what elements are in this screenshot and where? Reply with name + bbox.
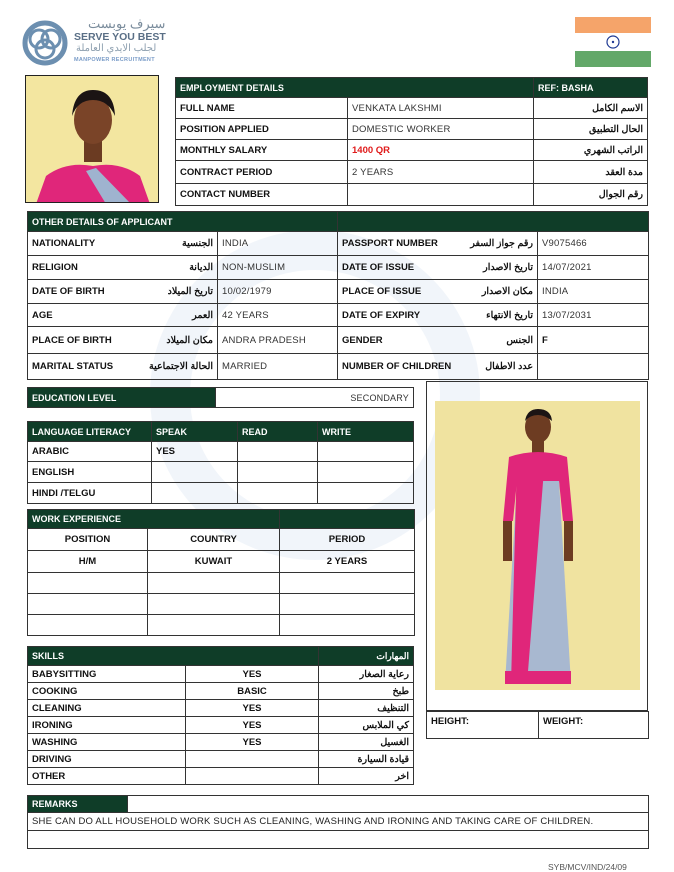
work-position	[28, 594, 148, 615]
skill-value: BASIC	[186, 683, 319, 700]
skill-label: IRONING	[28, 717, 186, 734]
label-place-of-birth: PLACE OF BIRTH مكان الميلاد	[28, 327, 218, 354]
table-row	[28, 717, 414, 734]
table-row	[28, 442, 414, 462]
skill-ar: كي الملابس	[319, 717, 414, 734]
label-contract: CONTRACT PERIOD	[176, 161, 348, 184]
ar-contact: رقم الجوال	[534, 184, 648, 206]
label-position: POSITION APPLIED	[176, 119, 348, 140]
skill-ar: الغسيل	[319, 734, 414, 751]
value-dob: 10/02/1979	[218, 280, 338, 304]
work-country	[148, 573, 280, 594]
remarks-header: REMARKS	[28, 796, 128, 813]
education-table	[27, 387, 414, 408]
skill-value: YES	[186, 717, 319, 734]
skill-value	[186, 768, 319, 785]
weight-label: WEIGHT:	[539, 712, 649, 739]
full-body-photo-frame	[426, 381, 648, 711]
ar-full-name: الاسم الكامل	[534, 98, 648, 119]
table-row	[28, 666, 414, 683]
india-flag	[575, 17, 651, 67]
value-gender: F	[538, 327, 649, 354]
value-date-of-issue: 14/07/2021	[538, 256, 649, 280]
table-row	[28, 751, 414, 768]
education-label: EDUCATION LEVEL	[28, 388, 216, 408]
lang-read	[238, 483, 318, 504]
work-col-period: PERIOD	[280, 529, 415, 551]
lang-speak	[152, 462, 238, 483]
skills-header: SKILLS	[28, 647, 319, 666]
value-full-name: VENKATA LAKSHMI	[348, 98, 534, 119]
logo-arabic-sub: لجلب الايدي العاملة	[76, 43, 157, 54]
logo-emblem-icon	[22, 20, 68, 66]
work-country: KUWAIT	[148, 551, 280, 573]
skill-label: COOKING	[28, 683, 186, 700]
value-place-of-birth: ANDRA PRADESH	[218, 327, 338, 354]
height-label: HEIGHT:	[427, 712, 539, 739]
label-expiry: DATE OF EXPIRY تاريخ الانتهاء	[338, 304, 538, 327]
lang-speak: YES	[152, 442, 238, 462]
label-nationality: NATIONALITY الجنسية	[28, 232, 218, 256]
work-col-position: POSITION	[28, 529, 148, 551]
table-row	[28, 483, 414, 504]
lang-name: HINDI /TELGU	[28, 483, 152, 504]
work-col-country: COUNTRY	[148, 529, 280, 551]
value-nationality: INDIA	[218, 232, 338, 256]
work-period	[280, 615, 415, 636]
lang-col-read: READ	[238, 422, 318, 442]
value-passport: V9075466	[538, 232, 649, 256]
skills-table	[27, 646, 414, 785]
skill-ar: طبخ	[319, 683, 414, 700]
table-row	[28, 768, 414, 785]
skill-ar: التنظيف	[319, 700, 414, 717]
label-passport: PASSPORT NUMBER رقم جواز السفر	[338, 232, 538, 256]
work-period: 2 YEARS	[280, 551, 415, 573]
lang-write	[318, 442, 414, 462]
table-row	[28, 594, 415, 615]
full-body-photo	[435, 401, 640, 690]
work-period	[280, 594, 415, 615]
lang-read	[238, 442, 318, 462]
table-row	[28, 462, 414, 483]
lang-read	[238, 462, 318, 483]
work-position	[28, 573, 148, 594]
work-experience-table	[27, 509, 415, 636]
work-position	[28, 615, 148, 636]
value-place-of-issue: INDIA	[538, 280, 649, 304]
table-row	[28, 700, 414, 717]
skills-header-ar: المهارات	[319, 647, 414, 666]
table-row	[28, 734, 414, 751]
label-children: NUMBER OF CHILDREN عدد الاطفال	[338, 354, 538, 380]
table-row	[28, 551, 415, 573]
label-marital: MARITAL STATUS الحالة الاجتماعية	[28, 354, 218, 380]
work-position: H/M	[28, 551, 148, 573]
skill-ar: اخر	[319, 768, 414, 785]
ref-label: REF: BASHA	[534, 78, 648, 98]
company-logo	[22, 16, 222, 76]
label-place-of-issue: PLACE OF ISSUE مكان الاصدار	[338, 280, 538, 304]
measurements-table	[426, 711, 649, 739]
label-dob: DATE OF BIRTH تاريخ الميلاد	[28, 280, 218, 304]
label-date-of-issue: DATE OF ISSUE تاريخ الاصدار	[338, 256, 538, 280]
employment-header: EMPLOYMENT DETAILS	[176, 78, 534, 98]
label-full-name: FULL NAME	[176, 98, 348, 119]
value-expiry: 13/07/2031	[538, 304, 649, 327]
value-religion: NON-MUSLIM	[218, 256, 338, 280]
education-value: SECONDARY	[216, 388, 414, 408]
lang-col-write: WRITE	[318, 422, 414, 442]
ar-position: الحال التطبيق	[534, 119, 648, 140]
logo-name: SERVE YOU BEST	[74, 31, 166, 43]
ar-salary: الراتب الشهري	[534, 140, 648, 161]
applicant-portrait	[25, 75, 159, 203]
skill-label: WASHING	[28, 734, 186, 751]
table-row	[28, 573, 415, 594]
employment-table	[175, 77, 648, 206]
lang-col-literacy: LANGUAGE LITERACY	[28, 422, 152, 442]
lang-speak	[152, 483, 238, 504]
label-contact: CONTACT NUMBER	[176, 184, 348, 206]
skill-label: CLEANING	[28, 700, 186, 717]
value-salary: 1400 QR	[348, 140, 534, 161]
label-age: AGE العمر	[28, 304, 218, 327]
label-religion: RELIGION الديانة	[28, 256, 218, 280]
table-row	[28, 615, 415, 636]
value-contract: 2 YEARS	[348, 161, 534, 184]
lang-write	[318, 483, 414, 504]
work-country	[148, 615, 280, 636]
label-salary: MONTHLY SALARY	[176, 140, 348, 161]
skill-value: YES	[186, 734, 319, 751]
skill-ar: رعاية الصغار	[319, 666, 414, 683]
value-children	[538, 354, 649, 380]
logo-tagline: MANPOWER RECRUITMENT	[74, 57, 155, 63]
work-period	[280, 573, 415, 594]
skill-value: YES	[186, 700, 319, 717]
value-age: 42 YEARS	[218, 304, 338, 327]
work-header: WORK EXPERIENCE	[28, 510, 280, 529]
lang-col-speak: SPEAK	[152, 422, 238, 442]
skill-ar: قيادة السيارة	[319, 751, 414, 768]
value-contact	[348, 184, 534, 206]
lang-name: ENGLISH	[28, 462, 152, 483]
skill-value: YES	[186, 666, 319, 683]
other-details-table	[27, 211, 649, 380]
work-country	[148, 594, 280, 615]
lang-name: ARABIC	[28, 442, 152, 462]
skill-value	[186, 751, 319, 768]
label-gender: GENDER الجنس	[338, 327, 538, 354]
lang-write	[318, 462, 414, 483]
skill-label: DRIVING	[28, 751, 186, 768]
ar-contract: مدة العقد	[534, 161, 648, 184]
document-code: SYB/MCV/IND/24/09	[548, 862, 627, 872]
chakra-icon	[606, 35, 620, 49]
logo-arabic: سيرف يوبست	[88, 16, 166, 31]
table-row	[28, 683, 414, 700]
language-table	[27, 421, 414, 504]
skill-label: OTHER	[28, 768, 186, 785]
skill-label: BABYSITTING	[28, 666, 186, 683]
other-details-header: OTHER DETAILS OF APPLICANT	[28, 212, 338, 232]
value-marital: MARRIED	[218, 354, 338, 380]
remarks-table	[27, 795, 649, 849]
remarks-text: SHE CAN DO ALL HOUSEHOLD WORK SUCH AS CLEANING, WASHING AND IRONING AND TAKING CARE OF CHILDREN.	[28, 813, 649, 831]
value-position: DOMESTIC WORKER	[348, 119, 534, 140]
